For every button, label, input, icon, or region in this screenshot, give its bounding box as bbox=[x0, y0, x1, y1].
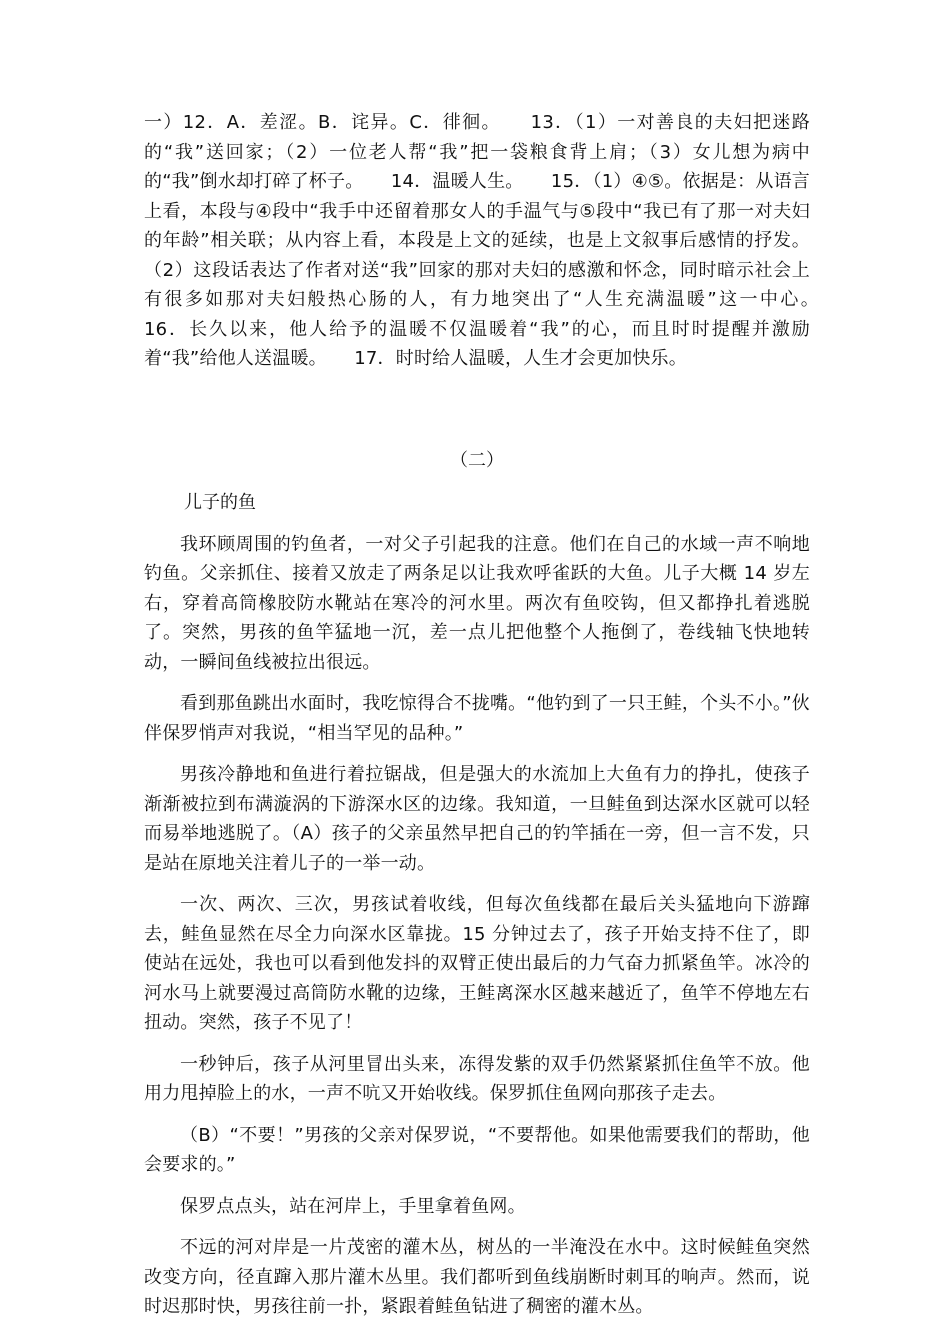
section-heading: （二） bbox=[450, 449, 504, 471]
story-paragraph-7: 保罗点点头，站在河岸上，手里拿着鱼网。 bbox=[180, 1195, 526, 1217]
story-paragraph-4: 一次、两次、三次，男孩试着收线，但每次鱼线都在最后关头猛地向下游蹿去，鲑鱼显然在尽全力向深水区靠拢。15 分钟过去了，孩子开始支持不住了，即使站在远处，我也可以看到他发抖的双臂正使出最后的力气奋力抓紧鱼竿。冰冷的河水马上就要漫过高筒防水靴的边缘，王鲑离深水区越来越近了，鱼竿不停地左右扭动。突然，孩子不见了！ bbox=[144, 894, 810, 1033]
story-paragraph-2: 看到那鱼跳出水面时，我吃惊得合不拢嘴。“他钓到了一只王鲑，个头不小。”伙伴保罗悄声对我说，“相当罕见的品种。” bbox=[144, 693, 810, 744]
story-paragraph-1: 我环顾周围的钓鱼者，一对父子引起我的注意。他们在自己的水域一声不响地钓鱼。父亲抓住、接着又放走了两条足以让我欢呼雀跃的大鱼。儿子大概 14 岁左右，穿着高筒橡胶防水靴站在寒冷的河水里。两次有鱼咬钩，但又都挣扎着逃脱了。突然，男孩的鱼竿猛地一沉，差一点儿把他整个人拖倒了，卷线轴飞快地转动，一瞬间鱼线被拉出很远。 bbox=[144, 533, 810, 673]
story-paragraph-6: （B）“不要！”男孩的父亲对保罗说，“不要帮他。如果他需要我们的帮助，他会要求的。” bbox=[144, 1124, 810, 1175]
story-paragraph-3: 男孩冷静地和鱼进行着拉锯战，但是强大的水流加上大鱼有力的挣扎，使孩子渐渐被拉到布满漩涡的下游深水区的边缘。我知道，一旦鲑鱼到达深水区就可以轻而易举地逃脱了。（A）孩子的父亲虽然早把自己的钓竿插在一旁，但一言不发，只是站在原地关注着儿子的一举一动。 bbox=[144, 764, 810, 874]
story-title: 儿子的鱼 bbox=[184, 491, 256, 513]
answer-key-paragraph: 一）12．A．差涩。B．诧异。C．徘徊。 13．（1）一对善良的夫妇把迷路的“我”送回家；（2）一位老人帮“我”把一袋粮食背上肩；（3）女儿想为病中的“我”倒水却打碎了杯子。 14．温暖人生。 15．（1）④⑤。依据是：从语言上看，本段与④段中“我手中还留着那女人的手温气与⑤段中“我已有了那一对夫妇的年龄”相关联；从内容上看，本段是上文的延续，也是上文叙事后感情的抒发。（2）这段话表达了作者对送“我”回家的那对夫妇的感激和怀念，同时暗示社会上有很多如那对夫妇般热心肠的人，有力地突出了“人生充满温暖”这一中心。 16．长久以来，他人给予的温暖不仅温暖着“我”的心，而且时时提醒并激励着“我”给他人送温暖。 17．时时给人温暖，人生才会更加快乐。 bbox=[144, 112, 847, 369]
document-page bbox=[144, 108, 847, 1322]
story-paragraph-5: 一秒钟后，孩子从河里冒出头来，冻得发紫的双手仍然紧紧抓住鱼竿不放。他用力甩掉脸上的水，一声不吭又开始收线。保罗抓住鱼网向那孩子走去。 bbox=[144, 1053, 810, 1104]
story-paragraph-8: 不远的河对岸是一片茂密的灌木丛，树丛的一半淹没在水中。这时候鲑鱼突然改变方向，径直蹿入那片灌木丛里。我们都听到鱼线崩断时刺耳的响声。然而，说时迟那时快，男孩往前一扑，紧跟着鲑鱼钻进了稠密的灌木丛。 bbox=[144, 1237, 810, 1317]
